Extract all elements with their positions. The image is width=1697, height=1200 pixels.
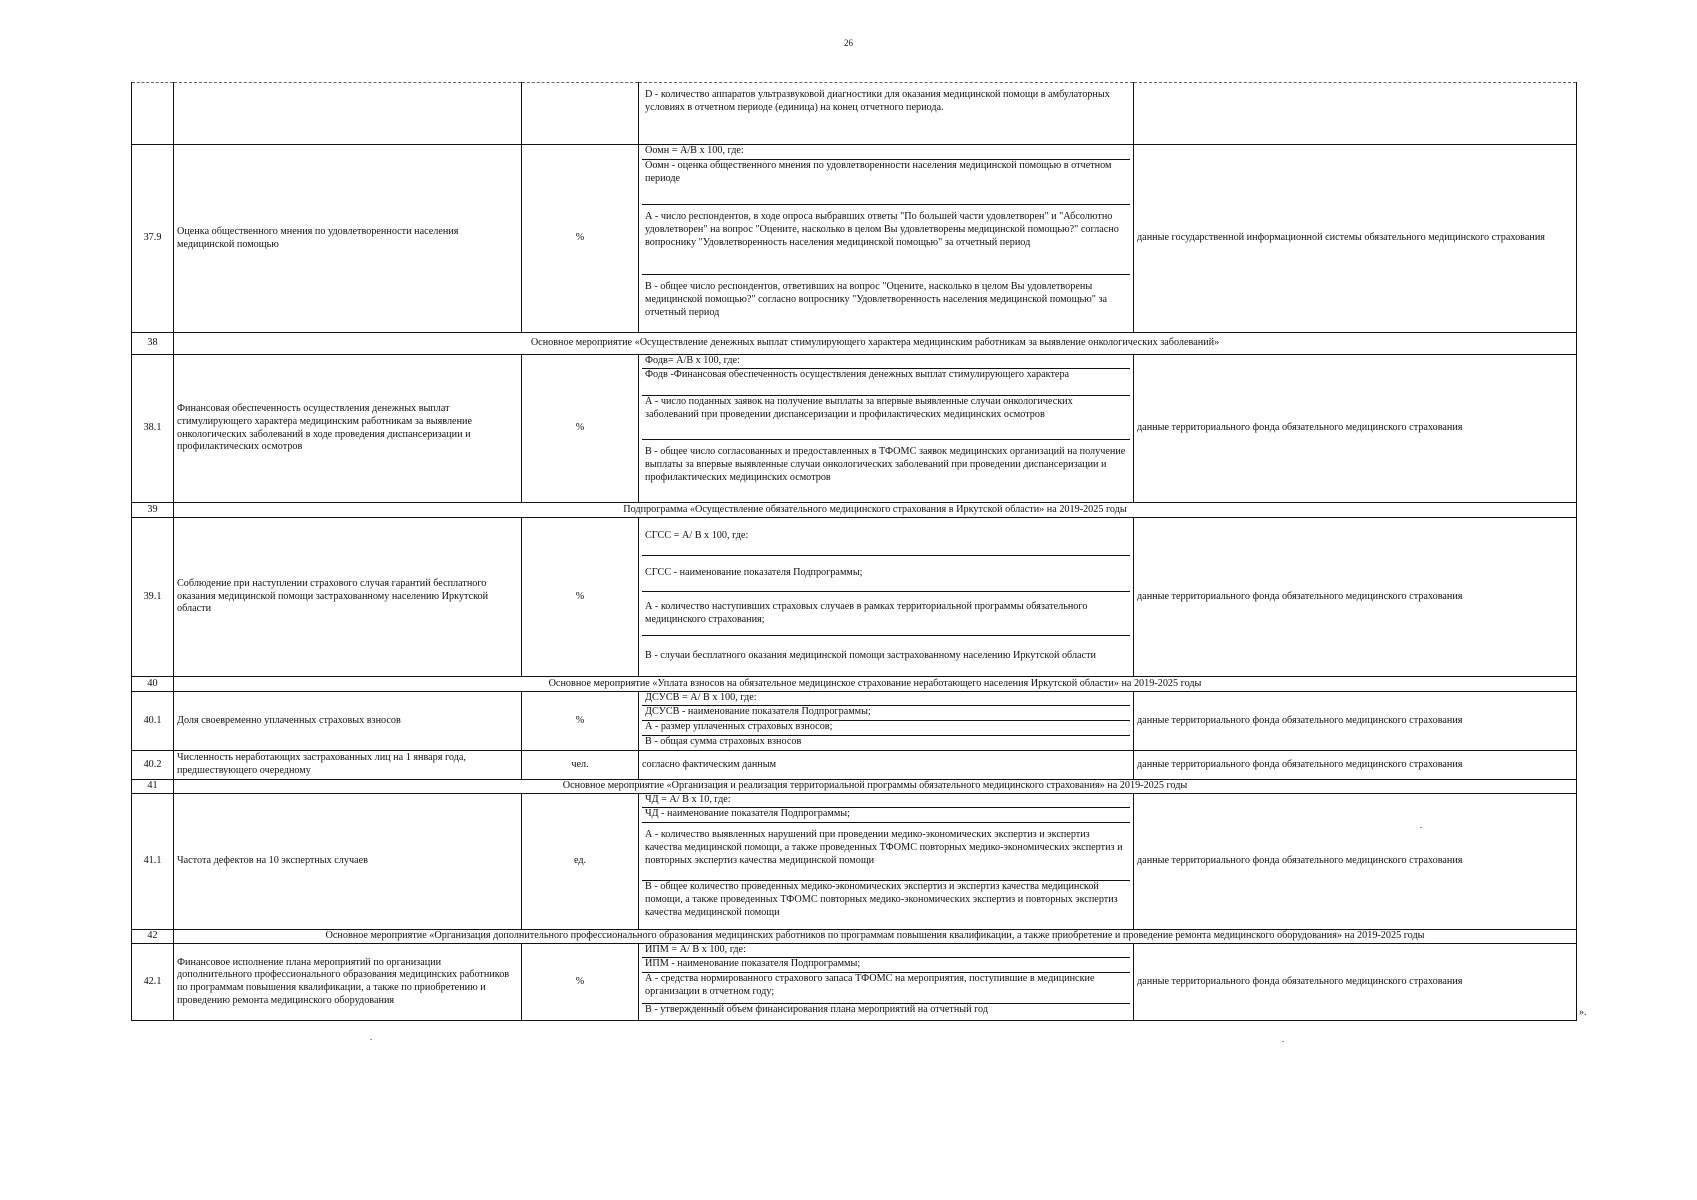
row-number: 41 xyxy=(132,780,174,794)
section-title: Подпрограмма «Осуществление обязательного медицинского страхования в Иркутской области» на 2019-2025 годы xyxy=(174,503,1577,518)
formula-line: ИПМ = А/ В х 100, где: xyxy=(642,944,1130,958)
formula-cell xyxy=(639,145,1134,333)
indicator-name: Численность неработающих застрахованных лиц на 1 января года, предшествующего очередному xyxy=(174,751,522,780)
formula-line: А - средства нормированного страхового запаса ТФОМС на мероприятия, поступившие в медицинские организации в отчетном году; xyxy=(642,973,1130,1004)
table-row xyxy=(132,751,1577,780)
table-row xyxy=(132,83,1577,145)
table-row xyxy=(132,944,1577,1021)
unit: % xyxy=(522,518,639,677)
formula-cell xyxy=(639,83,1134,145)
row-number: 39 xyxy=(132,503,174,518)
indicator-name: Оценка общественного мнения по удовлетворенности населения медицинской помощью xyxy=(174,145,522,333)
formula-cell xyxy=(639,944,1134,1021)
row-number: 37.9 xyxy=(132,145,174,333)
row-number: 41.1 xyxy=(132,794,174,930)
formula-line: В - утвержденный объем финансирования плана мероприятий на отчетный год xyxy=(645,1004,989,1015)
formula-line: А - число поданных заявок на получение выплаты за впервые выявленные случаи онкологических заболеваний при проведении диспансеризации и профилактических медицинских осмотров xyxy=(642,396,1130,440)
formula-line: В - общее число респондентов, ответивших на вопрос "Оцените, насколько в целом Вы удовлетворены медицинской помощью?" согласно вопроснику "Удовлетворенность населения медицинской помощью" за отчетный период xyxy=(645,281,1108,318)
formula-cell xyxy=(639,355,1134,503)
formula-line: Оомн = А/В х 100, где: xyxy=(642,145,1130,160)
unit: чел. xyxy=(522,751,639,780)
formula-line: Оомн - оценка общественного мнения по удовлетворенности населения медицинской помощью в отчетном периоде xyxy=(642,160,1130,205)
table-row xyxy=(132,794,1577,930)
source: данные территориального фонда обязательного медицинского страхования xyxy=(1134,944,1577,1021)
formula-line: А - размер уплаченных страховых взносов; xyxy=(642,721,1130,736)
table-row xyxy=(132,145,1577,333)
row-number: 40 xyxy=(132,677,174,692)
formula-line: А - количество наступивших страховых случаев в рамках территориальной программы обязательного медицинского страхования; xyxy=(642,592,1130,636)
source: данные территориального фонда обязательного медицинского страхования xyxy=(1134,794,1577,930)
row-number: 42 xyxy=(132,930,174,944)
indicator-name: Финансовая обеспеченность осуществления денежных выплат стимулирующего характера медицинским работникам за выявление онкологических заболеваний в ходе проведения диспансеризации и профилактических осмотров xyxy=(174,355,522,503)
indicator-name: Частота дефектов на 10 экспертных случаев xyxy=(174,794,522,930)
formula-line: ИПМ - наименование показателя Подпрограммы; xyxy=(642,958,1130,973)
unit: % xyxy=(522,692,639,751)
table-row xyxy=(132,355,1577,503)
unit: % xyxy=(522,145,639,333)
page-number: 26 xyxy=(844,38,853,48)
formula-line: В - общее число согласованных и предоставленных в ТФОМС заявок медицинских организаций на получение выплаты за впервые выявленные случаи онкологических заболеваний при проведении диспансеризации и профилактических медицинских осмотров xyxy=(645,446,1126,483)
section-row xyxy=(132,780,1577,794)
formula-line: В - случаи бесплатного оказания медицинской помощи застрахованному населению Иркутской области xyxy=(645,649,1097,661)
section-title: Основное мероприятие «Организация и реализация территориальной программы обязательного медицинского страхования» на 2019-2025 годы xyxy=(174,780,1577,794)
section-row xyxy=(132,503,1577,518)
indicator-name: Доля своевременно уплаченных страховых взносов xyxy=(174,692,522,751)
formula-line: Фодв= А/В х 100, где: xyxy=(642,355,1130,369)
source: данные территориального фонда обязательного медицинского страхования xyxy=(1134,751,1577,780)
row-number: 42.1 xyxy=(132,944,174,1021)
table-row xyxy=(132,692,1577,751)
formula-cell xyxy=(639,518,1134,677)
formula-line: А - число респондентов, в ходе опроса выбравших ответы "По большей части удовлетворен" и "Абсолютно удовлетворен" на вопрос "Оцените, насколько в целом Вы удовлетворены медицинской помощью?" согласно вопроснику "Удовлетворенность населения медицинской помощью" за отчетный период xyxy=(642,205,1130,275)
section-row xyxy=(132,333,1577,355)
scan-speck xyxy=(1420,827,1422,828)
formula-line: СГСС - наименование показателя Подпрограммы; xyxy=(642,556,1130,592)
formula-line: СГСС = А/ В х 100, где: xyxy=(642,518,1130,556)
indicator-name: Финансовое исполнение плана мероприятий по организации дополнительного профессионального образования медицинских работников по программам повышения квалификации, а также по приобретению и проведению ремонта медицинского оборудования xyxy=(174,944,522,1021)
row-number: 38 xyxy=(132,333,174,355)
source: данные государственной информационной системы обязательного медицинского страхования xyxy=(1134,145,1577,333)
closing-quote-mark: ». xyxy=(1579,1007,1587,1018)
source-cell xyxy=(1134,83,1577,145)
row-number: 40.2 xyxy=(132,751,174,780)
formula-line: ЧД - наименование показателя Подпрограммы; xyxy=(642,808,1130,823)
indicators-table xyxy=(131,82,1577,1021)
formula-text: согласно фактическим данным xyxy=(639,751,1134,780)
section-row xyxy=(132,930,1577,944)
formula-line: ЧД = А/ В х 10, где: xyxy=(642,794,1130,808)
unit-cell xyxy=(522,83,639,145)
section-title: Основное мероприятие «Организация дополнительного профессионального образования медицинских работников по программам повышения квалификации, а также приобретение и проведение ремонта медицинского оборудования» на 2019-2025 годы xyxy=(174,930,1577,944)
table-row xyxy=(132,518,1577,677)
formula-line: Фодв -Финансовая обеспеченность осуществления денежных выплат стимулирующего характера xyxy=(642,369,1130,396)
unit: % xyxy=(522,944,639,1021)
formula-line: А - количество выявленных нарушений при проведении медико-экономических экспертиз и экспертиз качества медицинской помощи, а также проведенных ТФОМС повторных медико-экономических экспертиз и повторных экспертиз качества медицинской помощи xyxy=(642,823,1130,881)
formula-cell xyxy=(639,794,1134,930)
section-row xyxy=(132,677,1577,692)
source: данные территориального фонда обязательного медицинского страхования xyxy=(1134,518,1577,677)
section-title: Основное мероприятие «Осуществление денежных выплат стимулирующего характера медицинским работникам за выявление онкологических заболеваний» xyxy=(174,333,1577,355)
formula-line: В - общее количество проведенных медико-экономических экспертиз и экспертиз качества медицинской помощи, а также проведенных ТФОМС повторных медико-экономических экспертиз и повторных экспертиз качества медицинской помощи xyxy=(645,881,1118,918)
row-number: 39.1 xyxy=(132,518,174,677)
row-number-cell xyxy=(132,83,174,145)
formula-line: ДСУСВ - наименование показателя Подпрограммы; xyxy=(642,706,1130,721)
formula-line: D - количество аппаратов ультразвуковой диагностики для оказания медицинской помощи в амбулаторных условиях в отчетном периоде (единица) на конец отчетного периода. xyxy=(645,89,1110,113)
section-title: Основное мероприятие «Уплата взносов на обязательное медицинское страхование неработающего населения Иркутской области» на 2019-2025 годы xyxy=(174,677,1577,692)
unit: % xyxy=(522,355,639,503)
source: данные территориального фонда обязательного медицинского страхования xyxy=(1134,355,1577,503)
row-number: 38.1 xyxy=(132,355,174,503)
indicator-name-cell xyxy=(174,83,522,145)
formula-line: ДСУСВ = А/ В х 100, где: xyxy=(642,692,1130,706)
scan-speck xyxy=(370,1039,372,1040)
source: данные территориального фонда обязательного медицинского страхования xyxy=(1134,692,1577,751)
formula-line: В - общая сумма страховых взносов xyxy=(645,736,802,747)
formula-cell xyxy=(639,692,1134,751)
scan-speck xyxy=(1282,1041,1284,1042)
unit: ед. xyxy=(522,794,639,930)
row-number: 40.1 xyxy=(132,692,174,751)
indicator-name: Соблюдение при наступлении страхового случая гарантий бесплатного оказания медицинской помощи застрахованному населению Иркутской области xyxy=(174,518,522,677)
